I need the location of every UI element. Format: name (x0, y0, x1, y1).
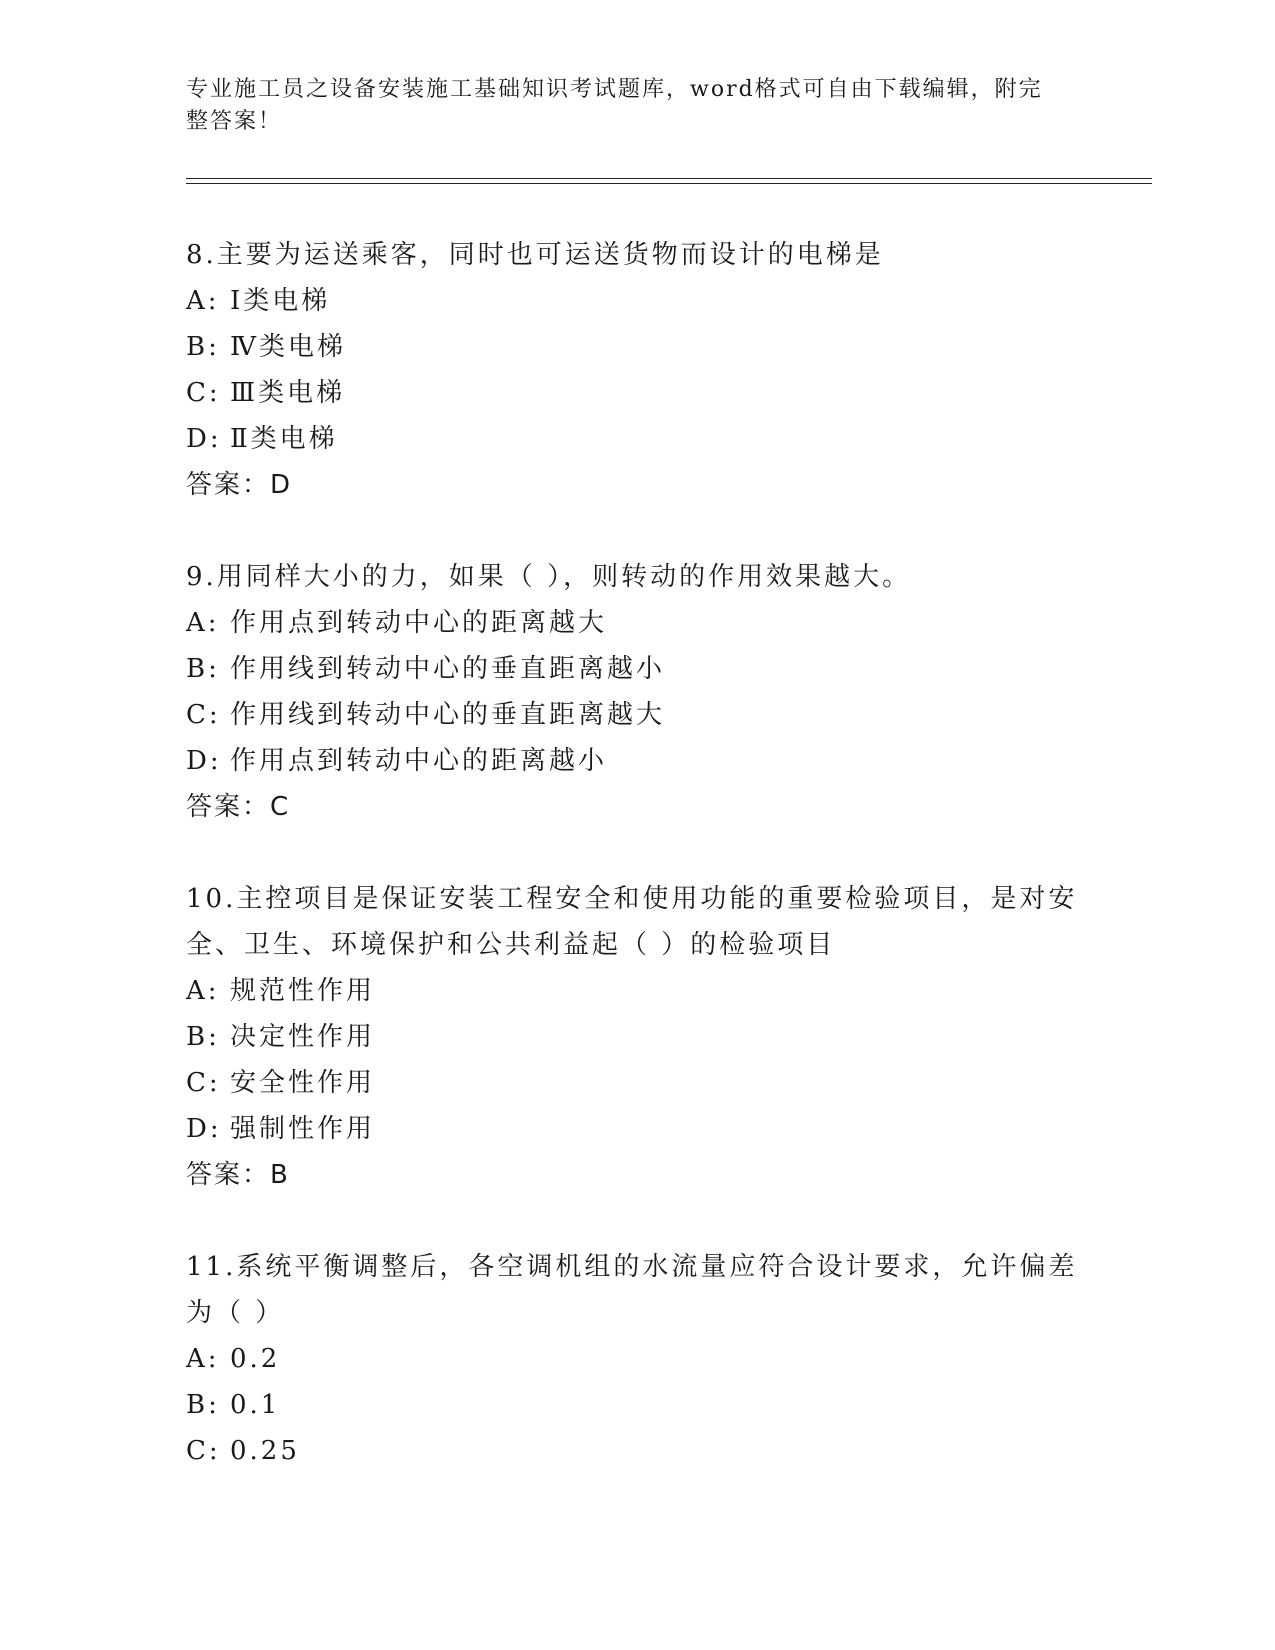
option-letter: B: (186, 1022, 220, 1052)
option-b (186, 646, 1086, 692)
option-letter: D: (186, 746, 222, 776)
answer-line: 答案：B (186, 1160, 290, 1190)
option-d (186, 738, 1086, 784)
header-divider-top (186, 178, 1152, 179)
option-text: 决定性作用 (230, 1022, 376, 1052)
option-text: 0.1 (230, 1390, 281, 1420)
question-stem: 9.用同样大小的力，如果（ ），则转动的作用效果越大。 (186, 562, 912, 592)
option-letter: B: (186, 1390, 220, 1420)
option-text: 安全性作用 (230, 1068, 376, 1098)
option-b (186, 1014, 1086, 1060)
option-b (186, 1382, 1086, 1428)
option-d (186, 416, 1086, 462)
option-text: 作用线到转动中心的垂直距离越小 (230, 654, 666, 684)
option-letter: D: (186, 424, 222, 454)
option-text: 作用点到转动中心的距离越小 (230, 746, 608, 776)
option-text: 规范性作用 (230, 976, 376, 1006)
question-stem: 11.系统平衡调整后，各空调机组的水流量应符合设计要求，允许偏差为（ ） (186, 1252, 1078, 1328)
header-divider-bottom (186, 183, 1152, 184)
option-text: 作用线到转动中心的垂直距离越大 (230, 700, 666, 730)
answer-line: 答案：C (186, 792, 291, 822)
answer-line: 答案：D (186, 470, 293, 500)
option-text: 0.2 (230, 1344, 281, 1374)
option-letter: C: (186, 378, 221, 408)
option-letter: C: (186, 1436, 221, 1466)
document-header: 专业施工员之设备安装施工基础知识考试题库，word格式可自由下载编辑，附完整答案！ (186, 77, 1043, 134)
option-letter: B: (186, 332, 220, 362)
question-8 (186, 232, 1086, 508)
question-stem: 8.主要为运送乘客，同时也可运送货物而设计的电梯是 (186, 240, 884, 270)
option-letter: A: (186, 976, 220, 1006)
option-letter: B: (186, 654, 220, 684)
question-list (186, 232, 1086, 1520)
option-a (186, 600, 1086, 646)
option-text: 作用点到转动中心的距离越大 (230, 608, 608, 638)
option-c (186, 692, 1086, 738)
option-a (186, 278, 1086, 324)
option-a (186, 968, 1086, 1014)
question-11 (186, 1244, 1086, 1474)
option-c (186, 1060, 1086, 1106)
option-c (186, 1428, 1086, 1474)
option-c (186, 370, 1086, 416)
option-letter: C: (186, 1068, 221, 1098)
question-10 (186, 876, 1086, 1198)
option-b (186, 324, 1086, 370)
option-text: Ⅱ类电梯 (230, 424, 338, 454)
option-text: Ⅳ类电梯 (230, 332, 346, 362)
option-letter: C: (186, 700, 221, 730)
option-text: Ⅰ类电梯 (230, 286, 331, 316)
option-letter: A: (186, 608, 220, 638)
option-d (186, 1106, 1086, 1152)
option-a (186, 1336, 1086, 1382)
option-text: Ⅲ类电梯 (230, 378, 346, 408)
option-text: 强制性作用 (230, 1114, 376, 1144)
option-letter: A: (186, 286, 220, 316)
question-stem: 10.主控项目是保证安装工程安全和使用功能的重要检验项目，是对安全、卫生、环境保护和公共利益起（ ）的检验项目 (186, 884, 1078, 960)
option-letter: A: (186, 1344, 220, 1374)
option-letter: D: (186, 1114, 222, 1144)
question-9 (186, 554, 1086, 830)
option-text: 0.25 (230, 1436, 300, 1466)
